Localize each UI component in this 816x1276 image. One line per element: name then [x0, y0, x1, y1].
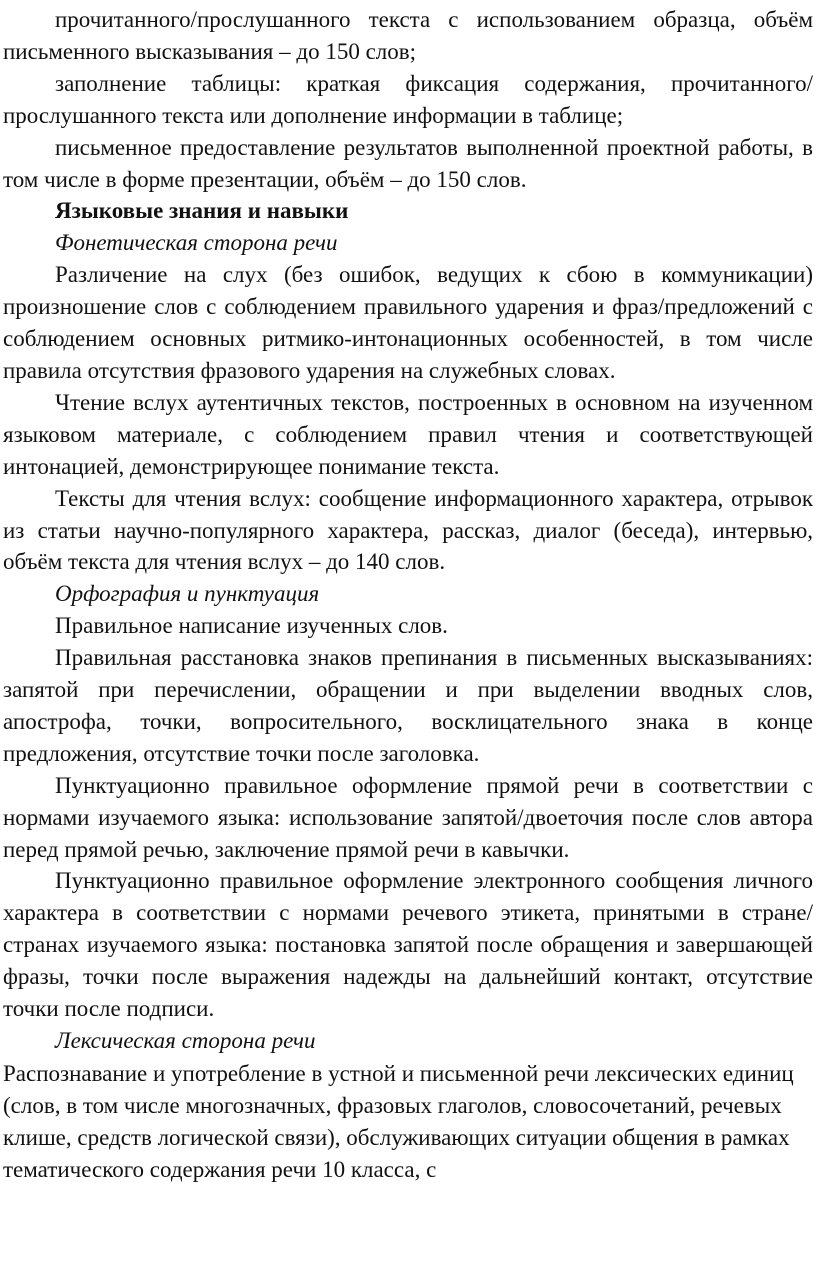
- subsection-heading-lexis: Лексическая сторона речи: [55, 1028, 316, 1053]
- section-heading-language-skills: Языковые знания и навыки: [55, 198, 349, 224]
- paragraph-reading-aloud: Чтение вслух аутентичных текстов, построенных в основном на изученном языковом материале, с соблюдением правил чтения и соответствующей интонацией, демонстрирующее понимание текста.: [3, 389, 813, 479]
- paragraph-listening-discrimination: Различение на слух (без ошибок, ведущих к сбою в коммуникации) произношение слов с соблюдением правильного ударения и фраз/предложений с соблюдением основных ритмико-интонационных особенностей, в том числе правила отсутствия фразового ударения на служебных словах.: [3, 262, 813, 383]
- paragraph-project-results: письменное предоставление результатов выполненной проектной работы, в том числе в форме презентации, объём – до 150 слов.: [3, 134, 813, 192]
- paragraph-email-punctuation: Пунктуационно правильное оформление электронного сообщения личного характера в соответствии с нормами речевого этикета, принятыми в стране/странах изучаемого языка: постановка запятой после обращения и завершающей фразы, точки после выражения надежды на дальнейший контакт, отсутствие точки после подписи.: [3, 868, 813, 1022]
- subsection-heading-orthography: Орфография и пунктуация: [55, 581, 320, 607]
- paragraph-lexical-units: Распознавание и употребление в устной и письменной речи лексических единиц (слов, в том числе многозначных, фразовых глаголов, словосочетаний, речевых клише, средств логической связи), обслуживающих ситуации общения в рамках тематического содержания речи 10 класса, с: [3, 1060, 794, 1182]
- paragraph-table-filling: заполнение таблицы: краткая фиксация содержания, прочитанного/ прослушанного текста или дополнение информации в таблице;: [3, 70, 813, 128]
- paragraph-spelling: Правильное написание изученных слов.: [55, 613, 448, 639]
- paragraph-direct-speech: Пунктуационно правильное оформление прямой речи в соответствии с нормами изучаемого языка: использование запятой/двоеточия после слов автора перед прямой речью, заключение прямой речи в кавычки.: [3, 772, 813, 862]
- paragraph-texts-for-reading: Тексты для чтения вслух: сообщение информационного характера, отрывок из статьи научно-популярного характера, рассказ, диалог (беседа), интервью, объём текста для чтения вслух – до 140 слов.: [3, 485, 813, 575]
- paragraph-punctuation-marks: Правильная расстановка знаков препинания в письменных высказываниях: запятой при перечислении, обращении и при выделении вводных слов, апострофа, точки, вопросительного, восклицательного знака в конце предложения, отсутствие точки после заголовка.: [3, 645, 813, 766]
- paragraph-written-statement: прочитанного/прослушанного текста с использованием образца, объём письменного высказывания – до 150 слов;: [3, 7, 813, 64]
- subsection-heading-phonetics: Фонетическая сторона речи: [55, 230, 338, 256]
